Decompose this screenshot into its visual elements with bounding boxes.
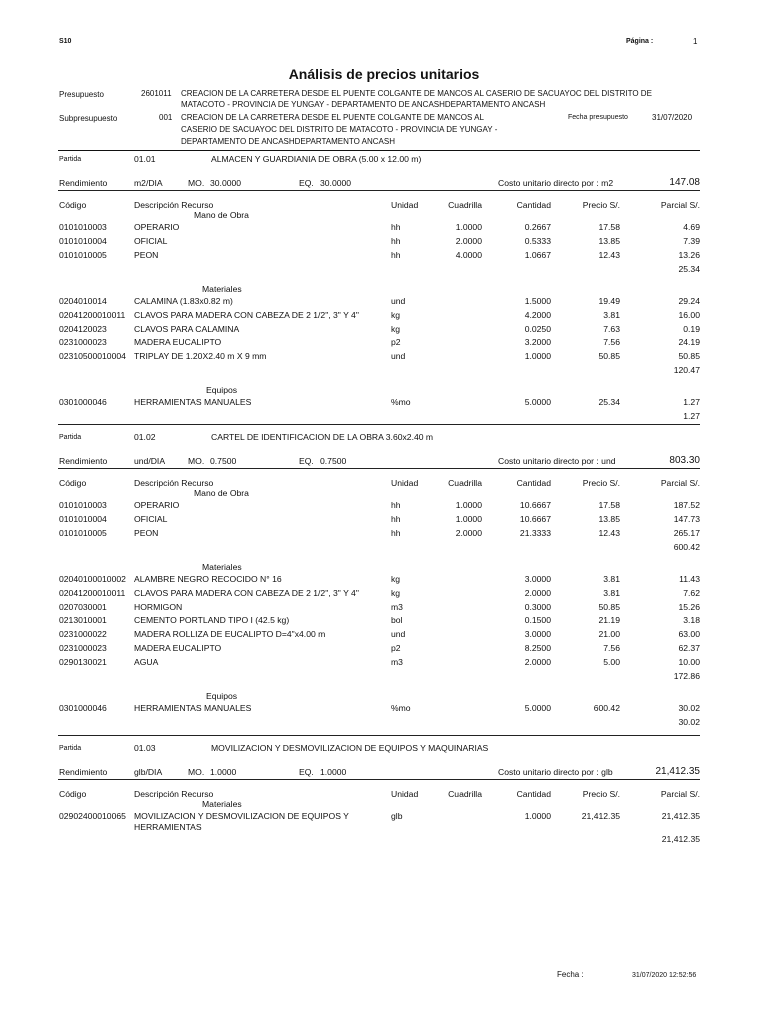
eq-label: EQ. (299, 178, 314, 188)
row-code: 0290130021 (59, 657, 107, 668)
col-cuadrilla: Cuadrilla (448, 200, 482, 210)
row-parcial: 29.24 (678, 295, 700, 306)
divider (58, 190, 700, 191)
row-description: MADERA ROLLIZA DE EUCALIPTO D=4"x4.00 m (134, 629, 326, 640)
row-parcial: 265.17 (673, 527, 700, 538)
col-unidad: Unidad (391, 789, 419, 799)
mo-value: 30.0000 (210, 178, 242, 188)
row-unit: und (391, 629, 406, 640)
col-descripcion: Descripción Recurso (134, 789, 214, 799)
row-unit: p2 (391, 337, 401, 348)
row-cantidad: 10.6667 (519, 500, 551, 510)
presupuesto-line2: MATACOTO - PROVINCIA DE YUNGAY - DEPARTAMENTO DE ANCASHDEPARTAMENTO ANCASH (181, 100, 546, 109)
row-unit: kg (391, 573, 401, 584)
row-parcial: 1.27 (683, 397, 700, 408)
rendimiento-unit: glb/DIA (134, 767, 163, 777)
group-label: Equipos (206, 385, 238, 396)
partida-label: Partida (59, 156, 82, 163)
partida-description: CARTEL DE IDENTIFICACION DE LA OBRA 3.60x2.40 m (211, 432, 434, 442)
col-codigo: Código (59, 478, 87, 488)
presupuesto-line1: CREACION DE LA CARRETERA DESDE EL PUENTE COLGANTE DE MANCOS AL CASERIO DE SACUAYOC DEL DISTRITO DE (181, 89, 652, 98)
col-parcial: Parcial S/. (660, 789, 700, 799)
row-code: 02310500010004 (59, 351, 126, 362)
subpresupuesto-line3: DEPARTAMENTO DE ANCASHDEPARTAMENTO ANCASH (181, 137, 395, 146)
row-cantidad: 1.0667 (524, 249, 551, 260)
mo-label: MO. (188, 456, 205, 466)
row-unit: hh (391, 527, 401, 538)
row-description: OPERARIO (134, 500, 180, 510)
col-cuadrilla: Cuadrilla (448, 478, 482, 488)
eq-value: 0.7500 (320, 456, 347, 466)
partida-label: Partida (59, 434, 82, 441)
row-parcial: 50.85 (678, 351, 700, 362)
row-description: OFICIAL (134, 235, 168, 246)
row-unit: kg (391, 587, 401, 598)
row-precio: 17.58 (598, 222, 620, 232)
row-description: CLAVOS PARA MADERA CON CABEZA DE 2 1/2", 3" Y 4" (134, 309, 359, 320)
subpresupuesto-line2: CASERIO DE SACUAYOC DEL DISTRITO DE MATACOTO - PROVINCIA DE YUNGAY - (181, 125, 498, 134)
row-unit: und (391, 351, 406, 362)
row-code: 0231000023 (59, 337, 107, 348)
group-label: Materiales (202, 283, 242, 294)
row-precio: 600.42 (593, 703, 620, 713)
partida-number: 01.02 (134, 432, 156, 442)
row-cantidad: 8.2500 (524, 643, 551, 654)
row-parcial: 187.52 (673, 500, 700, 510)
page-label: Página : (626, 38, 654, 45)
group-subtotal: 172.86 (673, 671, 700, 681)
row-precio: 50.85 (598, 601, 620, 612)
mo-label: MO. (188, 767, 205, 777)
row-cuadrilla: 4.0000 (455, 249, 482, 260)
row-cantidad: 5.0000 (524, 397, 551, 408)
fecha-presupuesto-value: 31/07/2020 (652, 113, 693, 122)
row-description: CLAVOS PARA CALAMINA (134, 323, 240, 334)
row-parcial: 21,412.35 (661, 811, 700, 821)
group-subtotal: 30.02 (678, 716, 700, 727)
col-precio: Precio S/. (582, 200, 620, 210)
row-cuadrilla: 1.0000 (455, 222, 482, 232)
partida-label: Partida (59, 745, 82, 752)
divider (58, 468, 700, 469)
row-cuadrilla: 1.0000 (455, 513, 482, 524)
col-parcial: Parcial S/. (660, 478, 700, 488)
col-codigo: Código (59, 789, 87, 799)
row-cuadrilla: 2.0000 (455, 527, 482, 538)
costo-unitario-value: 803.30 (669, 455, 700, 466)
row-unit: kg (391, 309, 401, 320)
row-precio: 12.43 (598, 249, 620, 260)
col-cantidad: Cantidad (516, 478, 551, 488)
row-description-cont: HERRAMIENTAS (134, 821, 202, 832)
row-parcial: 10.00 (678, 657, 700, 668)
partida-description: ALMACEN Y GUARDIANIA DE OBRA (5.00 x 12.00 m) (211, 154, 422, 164)
footer-fecha-label: Fecha : (557, 970, 584, 979)
row-cantidad: 0.5333 (524, 235, 551, 246)
row-parcial: 63.00 (678, 629, 700, 640)
group-subtotal: 1.27 (683, 411, 700, 422)
row-unit: hh (391, 222, 401, 232)
row-description: HORMIGON (134, 601, 183, 612)
col-cantidad: Cantidad (516, 789, 551, 799)
eq-value: 30.0000 (320, 178, 352, 188)
row-code: 0231000023 (59, 643, 107, 654)
row-description: PEON (134, 527, 159, 538)
rendimiento-label: Rendimiento (59, 456, 108, 466)
row-code: 0101010005 (59, 249, 107, 260)
row-cantidad: 4.2000 (524, 309, 551, 320)
divider (58, 424, 700, 425)
divider (58, 735, 700, 736)
row-precio: 7.63 (603, 323, 620, 334)
rendimiento-label: Rendimiento (59, 178, 108, 188)
col-unidad: Unidad (391, 478, 419, 488)
row-parcial: 16.00 (678, 309, 700, 320)
row-unit: hh (391, 513, 401, 524)
row-parcial: 30.02 (678, 703, 700, 713)
row-description: CEMENTO PORTLAND TIPO I (42.5 kg) (134, 615, 290, 626)
row-unit: hh (391, 235, 401, 246)
group-label: Mano de Obra (194, 210, 249, 220)
presupuesto-code: 2601011 (141, 89, 172, 98)
report-code: S10 (59, 38, 72, 45)
row-code: 0301000046 (59, 397, 107, 408)
group-label: Equipos (206, 691, 238, 701)
row-unit: bol (391, 615, 403, 626)
row-parcial: 15.26 (678, 601, 700, 612)
row-description: OPERARIO (134, 222, 180, 232)
row-code: 0204010014 (59, 295, 107, 306)
row-unit: hh (391, 500, 401, 510)
group-label: Mano de Obra (194, 488, 249, 498)
costo-unitario-value: 21,412.35 (655, 766, 700, 777)
row-cantidad: 1.0000 (524, 351, 551, 362)
row-code: 02041200010011 (59, 309, 126, 320)
row-unit: %mo (391, 703, 411, 713)
row-description: CALAMINA (1.83x0.82 m) (134, 295, 233, 306)
rendimiento-unit: und/DIA (134, 456, 166, 466)
row-description: OFICIAL (134, 513, 168, 524)
row-code: 0204120023 (59, 323, 107, 334)
row-description: MADERA EUCALIPTO (134, 643, 222, 654)
row-description: CLAVOS PARA MADERA CON CABEZA DE 2 1/2", 3" Y 4" (134, 587, 359, 598)
row-description: MADERA EUCALIPTO (134, 337, 222, 348)
col-descripcion: Descripción Recurso (134, 478, 214, 488)
row-precio: 3.81 (603, 309, 620, 320)
row-precio: 3.81 (603, 587, 620, 598)
page-number: 1 (693, 37, 698, 46)
row-code: 0213010001 (59, 615, 107, 626)
row-precio: 13.85 (598, 235, 620, 246)
group-subtotal: 600.42 (673, 541, 700, 552)
group-subtotal: 21,412.35 (661, 833, 700, 844)
row-description: PEON (134, 249, 159, 260)
row-unit: m3 (391, 601, 403, 612)
row-cantidad: 3.0000 (524, 629, 551, 640)
row-parcial: 62.37 (678, 643, 700, 654)
col-unidad: Unidad (391, 200, 419, 210)
costo-unitario-label: Costo unitario directo por : und (498, 456, 616, 466)
row-description: HERRAMIENTAS MANUALES (134, 397, 252, 408)
col-cuadrilla: Cuadrilla (448, 789, 482, 799)
page-title: Análisis de precios unitarios (288, 66, 480, 82)
partida-description: MOVILIZACION Y DESMOVILIZACION DE EQUIPOS Y MAQUINARIAS (211, 743, 489, 753)
costo-unitario-value: 147.08 (669, 177, 700, 188)
row-parcial: 3.18 (683, 615, 700, 626)
group-subtotal: 120.47 (673, 365, 700, 376)
col-parcial: Parcial S/. (660, 200, 700, 210)
row-unit: kg (391, 323, 401, 334)
partida-number: 01.01 (134, 154, 156, 164)
row-code: 0231000022 (59, 629, 107, 640)
subpresupuesto-line1: CREACION DE LA CARRETERA DESDE EL PUENTE COLGANTE DE MANCOS AL (181, 113, 484, 122)
row-cantidad: 2.0000 (524, 657, 551, 668)
row-unit: und (391, 295, 406, 306)
row-description: HERRAMIENTAS MANUALES (134, 703, 252, 713)
row-code: 0101010004 (59, 513, 107, 524)
group-label: Materiales (202, 561, 242, 572)
partida-number: 01.03 (134, 743, 156, 753)
row-precio: 50.85 (598, 351, 620, 362)
group-subtotal: 25.34 (678, 263, 700, 274)
col-descripcion: Descripción Recurso (134, 200, 214, 210)
row-code: 0101010004 (59, 235, 107, 246)
row-unit: p2 (391, 643, 401, 654)
presupuesto-label: Presupuesto (59, 90, 104, 99)
row-unit: hh (391, 249, 401, 260)
row-cuadrilla: 2.0000 (455, 235, 482, 246)
row-parcial: 7.39 (683, 235, 700, 246)
eq-label: EQ. (299, 456, 314, 466)
row-precio: 17.58 (598, 500, 620, 510)
fecha-presupuesto-label: Fecha presupuesto (568, 114, 628, 121)
row-cantidad: 0.3000 (524, 601, 551, 612)
row-cantidad: 3.2000 (524, 337, 551, 348)
col-codigo: Código (59, 200, 87, 210)
row-parcial: 147.73 (673, 513, 700, 524)
row-cantidad: 2.0000 (524, 587, 551, 598)
rendimiento-unit: m2/DIA (134, 178, 163, 188)
col-precio: Precio S/. (582, 478, 620, 488)
row-code: 02902400010065 (59, 811, 126, 821)
row-precio: 21.19 (598, 615, 620, 626)
eq-label: EQ. (299, 767, 314, 777)
subpresupuesto-label: Subpresupuesto (59, 114, 118, 123)
col-cantidad: Cantidad (516, 200, 551, 210)
row-precio: 19.49 (598, 295, 620, 306)
row-unit: glb (391, 811, 403, 821)
footer-fecha-value: 31/07/2020 12:52:56 (632, 972, 697, 979)
row-cantidad: 0.1500 (524, 615, 551, 626)
row-code: 0207030001 (59, 601, 107, 612)
mo-value: 0.7500 (210, 456, 237, 466)
eq-value: 1.0000 (320, 767, 347, 777)
row-precio: 21,412.35 (581, 811, 620, 821)
mo-label: MO. (188, 178, 205, 188)
row-cantidad: 0.2667 (524, 222, 551, 232)
row-cantidad: 21.3333 (519, 527, 551, 538)
costo-unitario-label: Costo unitario directo por : m2 (498, 178, 614, 188)
col-precio: Precio S/. (582, 789, 620, 799)
row-cantidad: 10.6667 (519, 513, 551, 524)
row-precio: 7.56 (603, 643, 620, 654)
row-code: 02040100010002 (59, 573, 126, 584)
mo-value: 1.0000 (210, 767, 237, 777)
row-unit: %mo (391, 397, 411, 408)
row-precio: 21.00 (598, 629, 620, 640)
row-code: 0101010003 (59, 222, 107, 232)
group-label: Materiales (202, 799, 242, 809)
row-description: MOVILIZACION Y DESMOVILIZACION DE EQUIPOS Y (134, 811, 349, 821)
row-precio: 7.56 (603, 337, 620, 348)
row-description: AGUA (134, 657, 159, 668)
row-parcial: 11.43 (679, 573, 700, 584)
row-code: 0301000046 (59, 703, 107, 713)
header-divider (58, 150, 700, 151)
divider (58, 779, 700, 780)
row-unit: m3 (391, 657, 403, 668)
row-parcial: 24.19 (678, 337, 700, 348)
row-precio: 13.85 (598, 513, 620, 524)
row-cantidad: 0.0250 (524, 323, 551, 334)
row-parcial: 0.19 (683, 323, 700, 334)
row-code: 02041200010011 (59, 587, 126, 598)
row-precio: 12.43 (598, 527, 620, 538)
row-cantidad: 5.0000 (524, 703, 551, 713)
row-description: ALAMBRE NEGRO RECOCIDO N° 16 (134, 573, 282, 584)
row-cuadrilla: 1.0000 (455, 500, 482, 510)
row-code: 0101010005 (59, 527, 107, 538)
row-precio: 3.81 (603, 573, 620, 584)
row-precio: 25.34 (598, 397, 620, 408)
row-cantidad: 3.0000 (524, 573, 551, 584)
row-code: 0101010003 (59, 500, 107, 510)
row-cantidad: 1.5000 (524, 295, 551, 306)
costo-unitario-label: Costo unitario directo por : glb (498, 767, 613, 777)
row-parcial: 13.26 (678, 249, 700, 260)
row-cantidad: 1.0000 (524, 811, 551, 821)
row-parcial: 7.62 (683, 587, 700, 598)
row-parcial: 4.69 (683, 222, 700, 232)
subpresupuesto-code: 001 (159, 113, 173, 122)
row-description: TRIPLAY DE 1.20X2.40 m X 9 mm (134, 351, 267, 362)
rendimiento-label: Rendimiento (59, 767, 108, 777)
row-precio: 5.00 (603, 657, 620, 668)
